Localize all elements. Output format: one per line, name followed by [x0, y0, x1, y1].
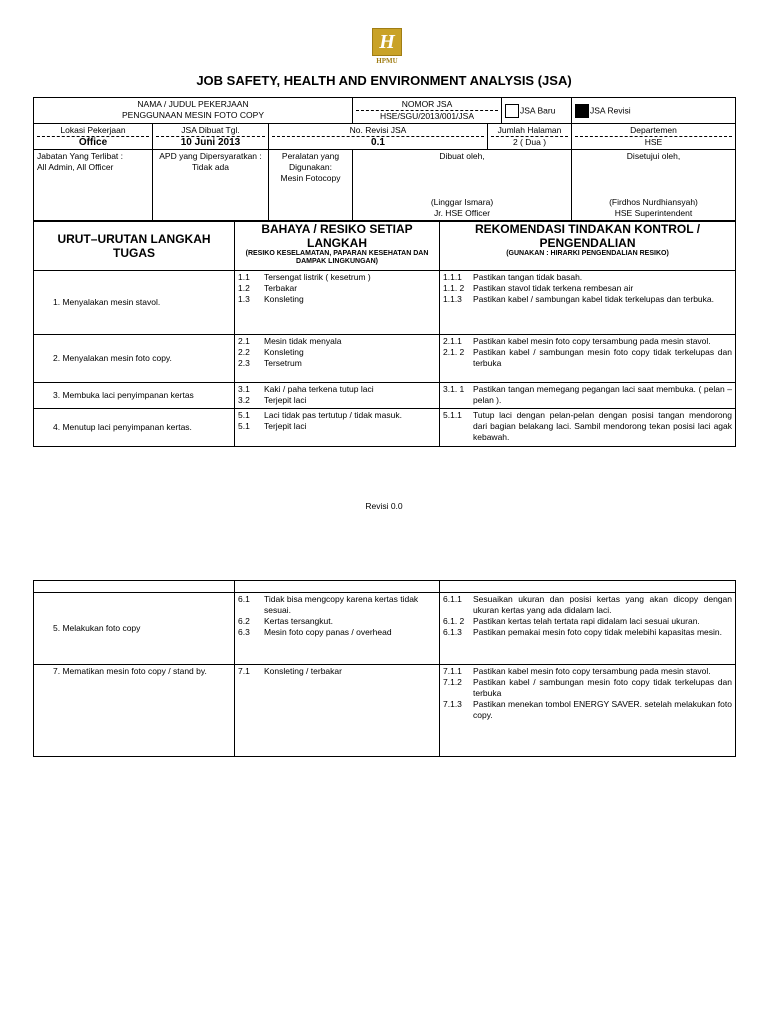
company-logo: H HPMU: [372, 28, 402, 66]
control-item: [443, 666, 732, 677]
hazard-item: [238, 627, 436, 638]
jsa-steps-table-1: [33, 220, 736, 447]
control-text: Tutup laci dengan pelan-pelan dengan posisi tangan mendorong dari bagian belakang laci. Sambil mendorong tekan posisi laci agak kebawah.: [473, 410, 732, 442]
control-number: 7.1.3: [443, 699, 462, 709]
hazard-number: 6.2: [238, 616, 250, 626]
disetujui-name: (Firdhos Nurdhiansyah): [609, 197, 698, 207]
hazard-item: [238, 347, 436, 358]
hazard-text: Konsleting: [264, 347, 304, 357]
dibuat-oleh-cell: [353, 150, 572, 222]
step-cell: [34, 665, 235, 757]
jabatan-label: Jabatan Yang Terlibat :: [37, 151, 124, 161]
col-header-bahaya: [235, 221, 440, 271]
bahaya-title: BAHAYA / RESIKO SETIAP LANGKAH: [261, 222, 413, 250]
control-item: [443, 699, 732, 721]
jsa-revisi-checkbox[interactable]: [575, 104, 589, 118]
control-item: [443, 336, 732, 347]
control-text: Pastikan tangan memegang pegangan laci saat membuka. ( pelan – pelan ).: [473, 384, 732, 405]
hazard-number: 2.3: [238, 358, 250, 368]
halaman-value: 2 ( Dua ): [512, 137, 547, 147]
control-text: Pastikan kabel / sambungan kabel tidak terkelupas dan terbuka.: [473, 294, 714, 304]
hazard-text: Mesin tidak menyala: [264, 336, 342, 346]
hazard-text: Konsleting / terbakar: [264, 666, 342, 676]
control-item: [443, 410, 732, 443]
departemen-value: HSE: [644, 137, 663, 147]
step-text: 1. Menyalakan mesin stavol.: [53, 297, 161, 307]
hazard-text: Terjepit laci: [264, 395, 307, 405]
revision-footer: Revisi 0.0: [365, 501, 403, 511]
apd-cell: [153, 150, 269, 222]
hazard-cell: [235, 665, 440, 757]
nama-value: PENGGUNAAN MESIN FOTO COPY: [121, 110, 264, 120]
table-row: [34, 383, 736, 409]
hazard-text: Tidak bisa mengcopy karena kertas tidak sesuai.: [264, 594, 419, 615]
jabatan-cell: [34, 150, 153, 222]
control-text: Pastikan kabel mesin foto copy tersambung pada mesin stavol.: [473, 666, 711, 676]
disetujui-label: Disetujui oleh,: [626, 151, 681, 161]
lokasi-label: Lokasi Pekerjaan: [37, 125, 149, 137]
table-row: [34, 665, 736, 757]
lokasi-value: Office: [78, 137, 108, 148]
hazard-number: 6.1: [238, 594, 250, 604]
jsa-revisi-label: JSA Revisi: [590, 104, 631, 115]
table-row: [34, 409, 736, 447]
control-text: Pastikan kabel mesin foto copy tersambung pada mesin stavol.: [473, 336, 711, 346]
hazard-cell: [235, 409, 440, 447]
step-text: 5. Melakukan foto copy: [53, 623, 141, 633]
hazard-number: 1.2: [238, 283, 250, 293]
control-number: 3.1. 1: [443, 384, 465, 394]
control-item: [443, 384, 732, 406]
document-title: JOB SAFETY, HEALTH AND ENVIRONMENT ANALYSIS (JSA): [196, 73, 572, 88]
hazard-number: 3.2: [238, 395, 250, 405]
control-text: Sesuaikan ukuran dan posisi kertas yang akan dicopy dengan ukuran kertas yang ada didalam laci.: [473, 594, 732, 615]
control-number: 6.1.3: [443, 627, 462, 637]
hazard-cell: [235, 593, 440, 665]
step-text: 4. Menutup laci penyimpanan kertas.: [53, 422, 192, 432]
step-cell: [34, 383, 235, 409]
jsa-baru-label: JSA Baru: [520, 104, 556, 115]
dibuat-oleh-title: Jr. HSE Officer: [433, 208, 491, 218]
disetujui-title: HSE Superintendent: [614, 208, 693, 218]
control-number: 6.1.1: [443, 594, 462, 604]
control-item: [443, 294, 732, 305]
departemen-label: Departemen: [575, 125, 732, 137]
halaman-label: Jumlah Halaman: [491, 125, 568, 137]
control-number: 2.1. 2: [443, 347, 465, 357]
control-item: [443, 272, 732, 283]
hazard-number: 5.1: [238, 421, 250, 431]
bahaya-subtitle: (RESIKO KESELAMATAN, PAPARAN KESEHATAN DAN DAMPAK LINGKUNGAN): [245, 250, 429, 265]
control-item: [443, 627, 732, 638]
empty-header-cell: [235, 581, 440, 593]
control-number: 6.1. 2: [443, 616, 465, 626]
control-text: Pastikan kabel / sambungan mesin foto copy tidak terkelupas dan terbuka: [473, 347, 732, 368]
disetujui-cell: [572, 150, 736, 222]
jsa-steps-table-2: [33, 580, 736, 757]
hazard-item: [238, 336, 436, 347]
control-text: Pastikan kabel / sambungan mesin foto copy tidak terkelupas dan terbuka: [473, 677, 732, 698]
hazard-text: Terbakar: [264, 283, 298, 293]
empty-header-cell: [440, 581, 736, 593]
control-cell: [440, 665, 736, 757]
control-item: [443, 616, 732, 627]
revisi-value: 0.1: [371, 137, 385, 148]
empty-header-cell: [34, 581, 235, 593]
control-number: 7.1.2: [443, 677, 462, 687]
dibuat-tgl-value: 10 Juni 2013: [180, 137, 241, 148]
hazard-text: Terjepit laci: [264, 421, 307, 431]
control-cell: [440, 409, 736, 447]
control-text: Pastikan pemakai mesin foto copy tidak melebihi kapasitas mesin.: [473, 627, 722, 637]
step-text: 7. Mematikan mesin foto copy / stand by.: [53, 666, 207, 676]
nomor-value: HSE/SGU/2013/001/JSA: [379, 111, 475, 121]
jsa-baru-cell: [502, 98, 572, 124]
control-item: [443, 283, 732, 294]
revisi-cell: [269, 124, 488, 150]
hazard-number: 3.1: [238, 384, 250, 394]
hazard-number: 6.3: [238, 627, 250, 637]
dibuat-tgl-label: JSA Dibuat Tgl.: [156, 125, 265, 137]
hazard-number: 1.3: [238, 294, 250, 304]
control-text: Pastikan stavol tidak terkena rembesan air: [473, 283, 634, 293]
peralatan-value: Mesin Fotocopy: [280, 173, 341, 183]
hazard-cell: [235, 383, 440, 409]
hazard-item: [238, 616, 436, 627]
control-item: [443, 677, 732, 699]
hazard-cell: [235, 271, 440, 335]
control-cell: [440, 383, 736, 409]
lokasi-cell: [34, 124, 153, 150]
rekomendasi-title: REKOMENDASI TINDAKAN KONTROL / PENGENDALIAN: [474, 222, 701, 250]
hazard-cell: [235, 335, 440, 383]
control-number: 2.1.1: [443, 336, 462, 346]
step-text: 2. Menyalakan mesin foto copy.: [53, 353, 172, 363]
control-item: [443, 347, 732, 369]
hazard-text: Laci tidak pas tertutup / tidak masuk.: [264, 410, 402, 420]
hazard-number: 2.1: [238, 336, 250, 346]
dibuat-oleh-name: (Linggar Ismara): [430, 197, 494, 207]
control-number: 7.1.1: [443, 666, 462, 676]
hazard-text: Tersetrum: [264, 358, 302, 368]
hazard-item: [238, 421, 436, 432]
step-text: 3. Membuka laci penyimpanan kertas: [53, 390, 194, 400]
rekomendasi-subtitle: (GUNAKAN : HIRARKI PENGENDALIAN RESIKO): [506, 250, 669, 257]
hazard-number: 1.1: [238, 272, 250, 282]
step-cell: [34, 335, 235, 383]
hazard-number: 2.2: [238, 347, 250, 357]
control-number: 5.1.1: [443, 410, 462, 420]
jsa-header-table: [33, 97, 736, 222]
hazard-item: [238, 410, 436, 421]
step-cell: [34, 593, 235, 665]
control-text: Pastikan kertas telah tertata rapi didalam laci sesuai ukuran.: [473, 616, 700, 626]
hazard-item: [238, 358, 436, 369]
control-number: 1.1. 2: [443, 283, 465, 293]
nomor-jsa-cell: [353, 98, 502, 124]
jabatan-value: All Admin, All Officer: [37, 162, 114, 172]
control-number: 1.1.1: [443, 272, 462, 282]
control-text: Pastikan menekan tombol ENERGY SAVER. setelah melakukan foto copy.: [473, 699, 732, 720]
hazard-text: Mesin foto copy panas / overhead: [264, 627, 392, 637]
dibuat-tgl-cell: [153, 124, 269, 150]
halaman-cell: [488, 124, 572, 150]
hazard-item: [238, 283, 436, 294]
nomor-label: NOMOR JSA: [356, 99, 498, 111]
step-cell: [34, 271, 235, 335]
hazard-item: [238, 384, 436, 395]
nama-pekerjaan-cell: [34, 98, 353, 124]
jsa-revisi-cell: [572, 98, 736, 124]
control-item: [443, 594, 732, 616]
peralatan-label: Peralatan yang Digunakan:: [281, 151, 340, 172]
control-cell: [440, 271, 736, 335]
hazard-item: [238, 666, 436, 677]
departemen-cell: [572, 124, 736, 150]
hazard-number: 5.1: [238, 410, 250, 420]
hazard-text: Kertas tersangkut.: [264, 616, 333, 626]
control-number: 1.1.3: [443, 294, 462, 304]
revisi-label: No. Revisi JSA: [272, 125, 484, 137]
control-cell: [440, 335, 736, 383]
apd-label: APD yang Dipersyaratkan :: [159, 151, 262, 161]
jsa-baru-checkbox[interactable]: [505, 104, 519, 118]
hazard-number: 7.1: [238, 666, 250, 676]
hazard-text: Konsleting: [264, 294, 304, 304]
hazard-item: [238, 272, 436, 283]
hazard-item: [238, 294, 436, 305]
hazard-text: Tersengat listrik ( kesetrum ): [264, 272, 371, 282]
hazard-text: Kaki / paha terkena tutup laci: [264, 384, 374, 394]
hazard-item: [238, 395, 436, 406]
table-row: [34, 593, 736, 665]
control-text: Pastikan tangan tidak basah.: [473, 272, 583, 282]
col-header-rekomendasi: [440, 221, 736, 271]
table-row: [34, 271, 736, 335]
peralatan-cell: [269, 150, 353, 222]
col-header-urutan: URUT–URUTAN LANGKAH TUGAS: [34, 221, 235, 271]
apd-value: Tidak ada: [191, 162, 229, 172]
control-cell: [440, 593, 736, 665]
dibuat-oleh-label: Dibuat oleh,: [439, 151, 485, 161]
hazard-item: [238, 594, 436, 616]
table-row: [34, 335, 736, 383]
step-cell: [34, 409, 235, 447]
logo-text: HPMU: [376, 57, 398, 65]
nama-label: NAMA / JUDUL PEKERJAAN: [137, 99, 249, 109]
